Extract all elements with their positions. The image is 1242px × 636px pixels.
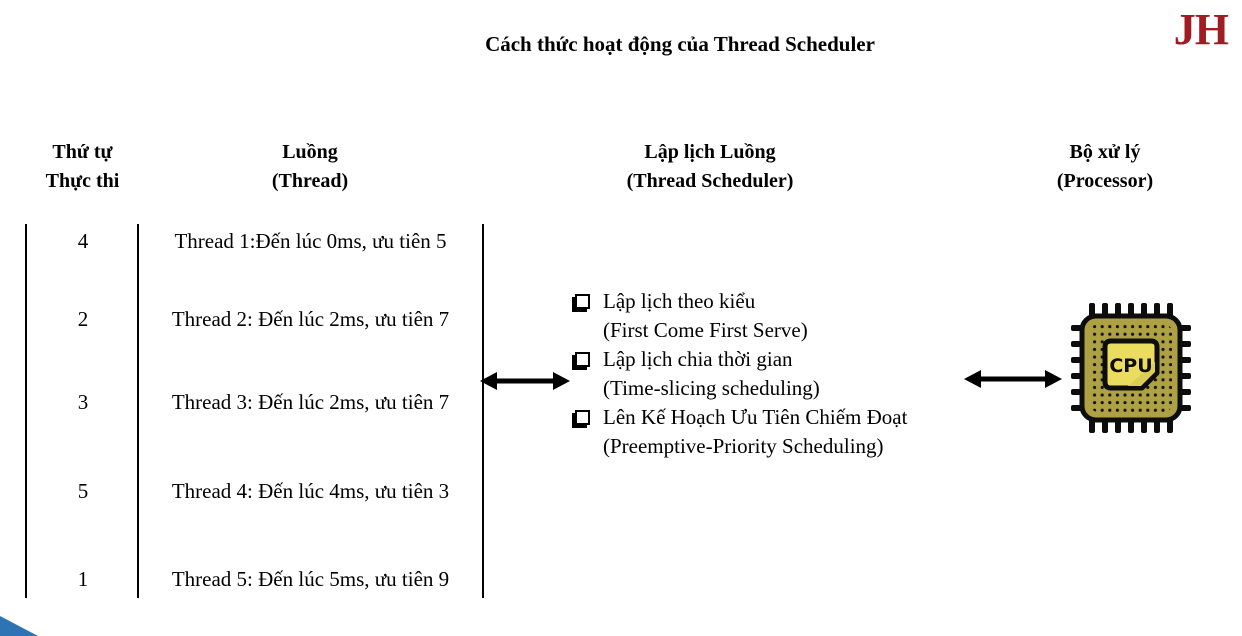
column-header-processor-line2: (Processor): [1056, 170, 1154, 192]
column-header-order-line1: Thứ tự: [52, 141, 113, 163]
scheduler-item-en: (Preemptive-Priority Scheduling): [603, 434, 884, 458]
column-header-order-line2: Thực thi: [45, 170, 120, 192]
table-row: [27, 304, 482, 334]
table-row: [27, 564, 482, 594]
scheduler-item-vi: Lập lịch chia thời gian: [603, 347, 793, 371]
thread-table: [25, 224, 484, 598]
column-header-order: [25, 138, 140, 196]
execution-order-value: 5: [77, 479, 89, 503]
execution-order-value: 3: [77, 390, 89, 414]
scheduler-item-en: (Time-slicing scheduling): [603, 376, 820, 400]
cpu-icon-label: CPU: [1109, 355, 1153, 377]
thread-label: Thread 5: Đến lúc 5ms, ưu tiên 9: [171, 567, 450, 591]
execution-order-value: 2: [77, 307, 89, 331]
scheduler-item-vi: Lập lịch theo kiểu: [603, 289, 756, 313]
scheduler-list: [575, 287, 985, 461]
table-row: [27, 476, 482, 506]
thread-label: Thread 3: Đến lúc 2ms, ưu tiên 7: [171, 390, 450, 414]
scheduler-item-fcfs: [575, 287, 985, 345]
column-header-thread-line2: (Thread): [271, 170, 349, 192]
table-row: [27, 226, 482, 256]
execution-order-value: 1: [77, 567, 89, 591]
scheduler-item-vi: Lên Kế Hoạch Ưu Tiên Chiếm Đoạt: [603, 405, 908, 429]
scheduler-item-timeslice: [575, 345, 985, 403]
double-arrow-icon: [479, 368, 571, 394]
scheduler-item-en: (First Come First Serve): [603, 318, 808, 342]
checkbox-bullet-icon: [575, 352, 590, 367]
column-header-scheduler: [525, 138, 895, 196]
column-header-thread-line1: Luồng: [282, 141, 338, 163]
column-header-thread: [140, 138, 480, 196]
thread-label: Thread 2: Đến lúc 2ms, ưu tiên 7: [171, 307, 450, 331]
double-arrow-icon: [963, 366, 1063, 392]
scheduler-item-preemptive: [575, 403, 985, 461]
cpu-icon: [1068, 300, 1194, 436]
checkbox-bullet-icon: [575, 294, 590, 309]
column-header-processor: [965, 138, 1242, 196]
table-row: [27, 387, 482, 417]
column-header-scheduler-line2: (Thread Scheduler): [626, 170, 794, 192]
checkbox-bullet-icon: [575, 410, 590, 425]
corner-decoration: [0, 616, 38, 636]
thread-label: Thread 4: Đến lúc 4ms, ưu tiên 3: [171, 479, 450, 503]
column-header-scheduler-line1: Lập lịch Luồng: [644, 141, 776, 163]
jh-logo: JH: [1173, 5, 1228, 54]
execution-order-value: 4: [77, 229, 89, 253]
page-title: Cách thức hoạt động của Thread Scheduler: [485, 32, 875, 56]
column-header-processor-line1: Bộ xử lý: [1069, 141, 1141, 163]
thread-label: Thread 1:Đến lúc 0ms, ưu tiên 5: [174, 229, 447, 253]
